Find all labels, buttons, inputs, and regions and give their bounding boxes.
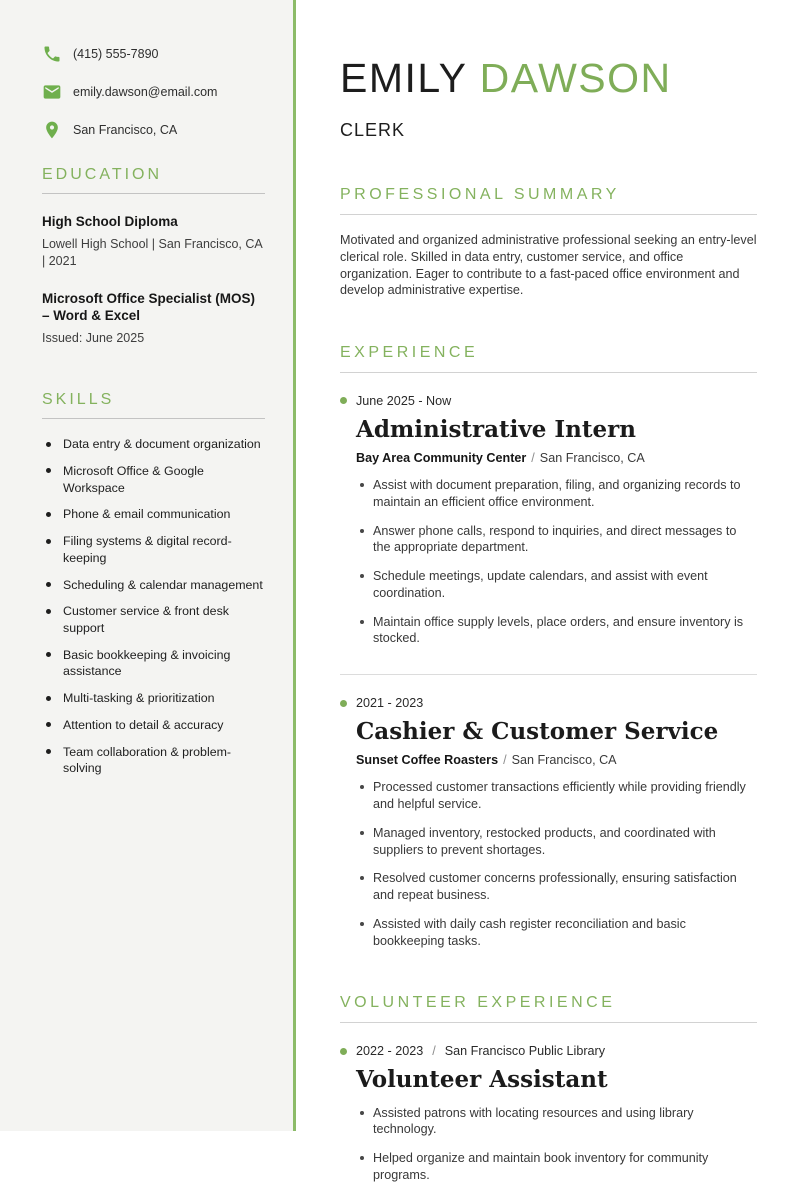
skills-list [42, 436, 265, 777]
job-bullet-list [356, 779, 757, 949]
skill-item: Phone & email communication [42, 506, 265, 523]
job-location: San Francisco, CA [539, 451, 645, 466]
job-dates-row [340, 696, 757, 710]
job-bullet: Schedule meetings, update calendars, and assist with event coordination. [356, 568, 757, 601]
skill-item: Customer service & front desk support [42, 603, 265, 636]
volunteer-heading: VOLUNTEER EXPERIENCE [340, 994, 757, 1023]
skill-item: Team collaboration & problem-solving [42, 744, 265, 777]
email-address: emily.dawson@email.com [73, 85, 218, 99]
skill-item: Microsoft Office & Google Workspace [42, 463, 265, 496]
summary-heading: PROFESSIONAL SUMMARY [340, 186, 757, 215]
job-dates-row [340, 394, 757, 408]
job-bullet: Assisted patrons with locating resources and using library technology. [356, 1105, 757, 1138]
location-text: San Francisco, CA [73, 123, 178, 137]
education-item-title: Microsoft Office Specialist (MOS) – Word & Excel [42, 290, 256, 324]
last-name: DAWSON [479, 55, 672, 101]
job-bullet: Managed inventory, restocked products, and coordinated with suppliers to prevent shortages. [356, 825, 757, 858]
contact-email-row [42, 82, 265, 102]
summary-text: Motivated and organized administrative professional seeking an entry-level clerical role. Skilled in data entry, customer service, and office organization. Eager to contribute to a fast-paced office environment and develop administrative expertise. [340, 233, 757, 298]
job-title: Cashier & Customer Service [356, 718, 719, 746]
job-bullet-list [356, 477, 757, 647]
skill-item: Scheduling & calendar management [42, 577, 265, 594]
job-dates-row [340, 1044, 757, 1058]
first-name: EMILY [340, 55, 467, 101]
volunteer-org: San Francisco Public Library [444, 1044, 606, 1059]
green-dot-icon [340, 1048, 347, 1055]
job-bullet: Helped organize and maintain book inventory for community programs. [356, 1150, 757, 1183]
contact-phone-row [42, 44, 265, 64]
job-dates: 2022 - 2023 [356, 1044, 424, 1059]
education-item [42, 290, 265, 348]
skill-item: Multi-tasking & prioritization [42, 690, 265, 707]
phone-icon [42, 44, 62, 64]
job-title: Volunteer Assistant [356, 1066, 608, 1094]
job-bullet: Processed customer transactions efficiently while providing friendly and helpful service. [356, 779, 757, 812]
job-bullet: Maintain office supply levels, place orders, and ensure inventory is stocked. [356, 614, 757, 647]
job-bullet: Assisted with daily cash register reconciliation and basic bookkeeping tasks. [356, 916, 757, 949]
job-bullet: Resolved customer concerns professionally, ensuring satisfaction and repeat business. [356, 870, 757, 903]
skills-heading: SKILLS [42, 391, 265, 419]
skill-item: Filing systems & digital record-keeping [42, 533, 265, 566]
experience-heading: EXPERIENCE [340, 344, 757, 373]
contact-location-row [42, 120, 265, 140]
email-icon [42, 82, 62, 102]
job-bullet: Assist with document preparation, filing, and organizing records to maintain an efficient office environment. [356, 477, 757, 510]
education-item-detail: Issued: June 2025 [42, 330, 145, 345]
separator: / [432, 1044, 436, 1059]
green-dot-icon [340, 700, 347, 707]
job-role: CLERK [340, 120, 406, 141]
education-item-detail: Lowell High School | San Francisco, CA | 2021 [42, 236, 263, 269]
job-dates: 2021 - 2023 [356, 696, 424, 711]
green-dot-icon [340, 397, 347, 404]
skill-item: Data entry & document organization [42, 436, 265, 453]
phone-number: (415) 555-7890 [73, 47, 159, 61]
volunteer-job [340, 1044, 757, 1183]
experience-job [340, 394, 757, 647]
job-location: San Francisco, CA [511, 753, 617, 768]
job-bullet-list [356, 1105, 757, 1184]
experience-job [340, 696, 757, 949]
skill-item: Attention to detail & accuracy [42, 717, 265, 734]
sidebar [0, 0, 296, 1131]
job-dates: June 2025 - Now [356, 393, 452, 408]
candidate-name [340, 57, 757, 100]
separator: / [531, 451, 535, 466]
company-name: Sunset Coffee Roasters [356, 753, 499, 768]
job-title: Administrative Intern [356, 415, 636, 443]
education-item-title: High School Diploma [42, 214, 178, 229]
company-line [356, 451, 757, 465]
education-heading: EDUCATION [42, 166, 265, 194]
company-line [356, 753, 757, 767]
company-name: Bay Area Community Center [356, 451, 527, 466]
main-column [296, 0, 800, 1182]
job-divider [340, 674, 757, 675]
separator: / [503, 753, 507, 768]
skill-item: Basic bookkeeping & invoicing assistance [42, 647, 265, 680]
education-item [42, 213, 265, 271]
job-bullet: Answer phone calls, respond to inquiries, and direct messages to the appropriate department. [356, 523, 757, 556]
location-pin-icon [42, 120, 62, 140]
